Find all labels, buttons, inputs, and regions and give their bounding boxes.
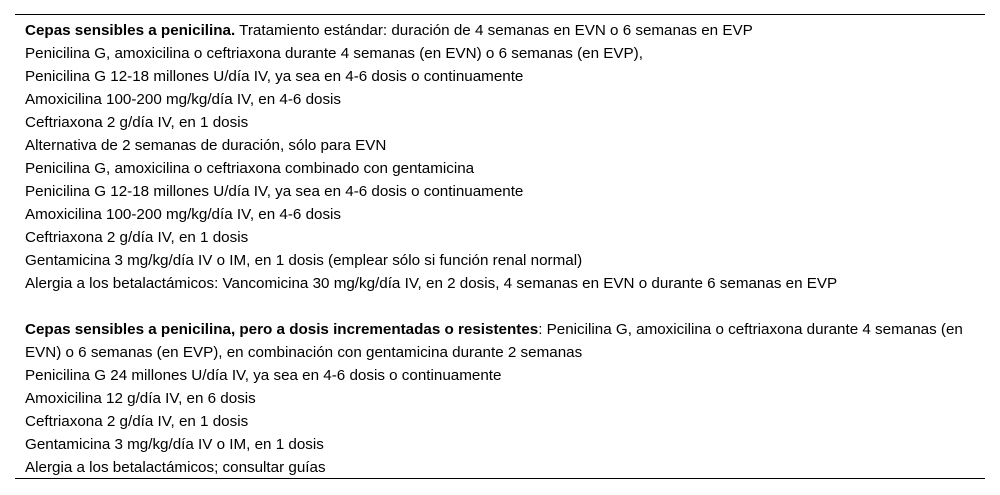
section1-heading-bold: Cepas sensibles a penicilina.	[25, 22, 236, 39]
section2-heading-rest: : Penicilina G, amoxicilina o ceftriaxona durante 4 semanas (en EVN) o 6 semanas (en EVP), en combinación con gentamicina durante 2 semanas	[25, 321, 963, 361]
section1-line: Penicilina G, amoxicilina o ceftriaxona combinado con gentamicina	[25, 160, 475, 177]
section1-line: Amoxicilina 100-200 mg/kg/día IV, en 4-6 dosis	[25, 206, 342, 223]
section1-heading	[25, 19, 975, 42]
section1-line: Penicilina G 12-18 millones U/día IV, ya sea en 4-6 dosis o continuamente	[25, 68, 524, 85]
section1-line: Ceftriaxona 2 g/día IV, en 1 dosis	[25, 229, 249, 246]
section2-line: Penicilina G 24 millones U/día IV, ya sea en 4-6 dosis o continuamente	[25, 367, 502, 384]
section2-heading	[25, 318, 975, 364]
section2-line: Gentamicina 3 mg/kg/día IV o IM, en 1 dosis	[25, 436, 324, 453]
section1-line: Alergia a los betalactámicos: Vancomicina 30 mg/kg/día IV, en 2 dosis, 4 semanas en EVN o durante 6 semanas en EVP	[25, 275, 838, 292]
section1-heading-rest: Tratamiento estándar: duración de 4 semanas en EVN o 6 semanas en EVP	[235, 22, 753, 39]
section1-line: Penicilina G, amoxicilina o ceftriaxona durante 4 semanas (en EVN) o 6 semanas (en EVP),	[25, 45, 643, 62]
section1-line: Penicilina G 12-18 millones U/día IV, ya sea en 4-6 dosis o continuamente	[25, 183, 524, 200]
section1-line: Amoxicilina 100-200 mg/kg/día IV, en 4-6 dosis	[25, 91, 342, 108]
section1-line: Ceftriaxona 2 g/día IV, en 1 dosis	[25, 114, 249, 131]
section1-line: Gentamicina 3 mg/kg/día IV o IM, en 1 dosis (emplear sólo si función renal normal)	[25, 252, 583, 269]
section-spacer	[25, 295, 975, 318]
section2-line: Alergia a los betalactámicos; consultar guías	[25, 459, 326, 476]
section1-line: Alternativa de 2 semanas de duración, sólo para EVN	[25, 137, 387, 154]
section2-line: Amoxicilina 12 g/día IV, en 6 dosis	[25, 390, 256, 407]
treatment-table	[15, 14, 985, 479]
section2-heading-bold: Cepas sensibles a penicilina, pero a dosis incrementadas o resistentes	[25, 321, 539, 338]
treatment-cell	[25, 19, 975, 479]
section2-line: Ceftriaxona 2 g/día IV, en 1 dosis	[25, 413, 249, 430]
